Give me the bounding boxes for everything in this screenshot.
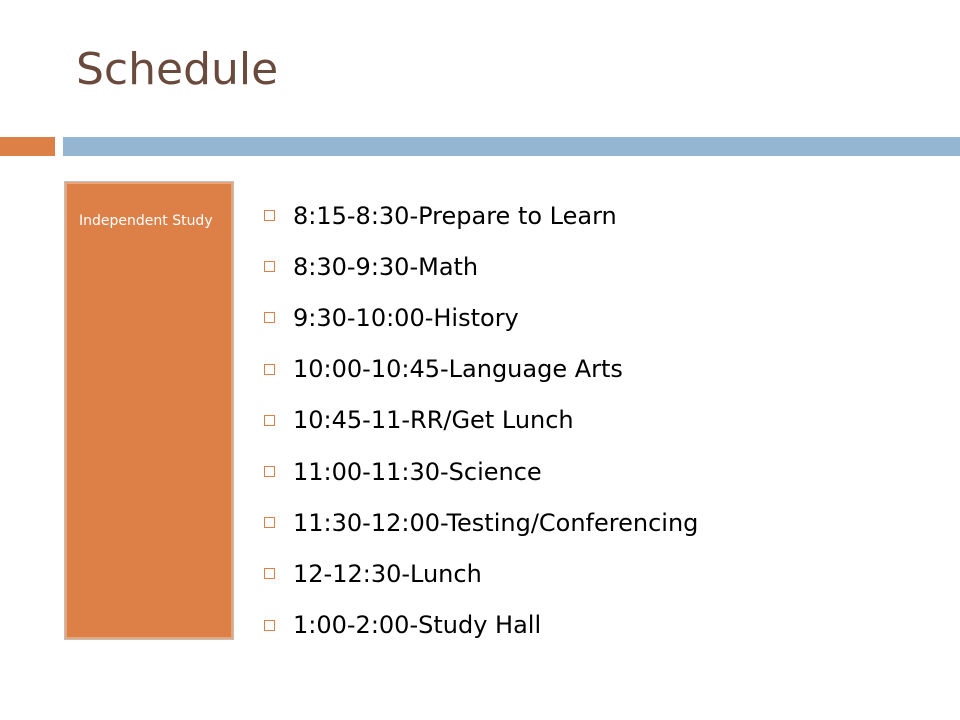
square-bullet-icon (264, 312, 275, 323)
schedule-item-text: 11:00-11:30-Science (293, 457, 542, 486)
sidebar-box (64, 181, 234, 640)
square-bullet-icon (264, 568, 275, 579)
schedule-item-text: 10:00-10:45-Language Arts (293, 355, 623, 384)
schedule-item (264, 446, 698, 497)
square-bullet-icon (264, 620, 275, 631)
schedule-item-text: 10:45-11-RR/Get Lunch (293, 406, 574, 435)
title-underline-accent-blue (63, 137, 960, 156)
square-bullet-icon (264, 261, 275, 272)
schedule-item-text: 11:30-12:00-Testing/Conferencing (293, 508, 699, 537)
slide-title: Schedule (76, 44, 279, 95)
schedule-item-text: 1:00-2:00-Study Hall (293, 611, 542, 640)
schedule-item (264, 395, 698, 446)
title-underline-accent-orange (0, 137, 55, 156)
schedule-item-text: 8:15-8:30-Prepare to Learn (293, 201, 617, 230)
square-bullet-icon (264, 364, 275, 375)
schedule-item (264, 241, 698, 292)
square-bullet-icon (264, 415, 275, 426)
square-bullet-icon (264, 466, 275, 477)
schedule-item (264, 497, 698, 548)
schedule-item (264, 600, 698, 651)
square-bullet-icon (264, 517, 275, 528)
sidebar-label: Independent Study (79, 213, 213, 229)
schedule-item (264, 190, 698, 241)
schedule-item-text: 12-12:30-Lunch (293, 559, 482, 588)
square-bullet-icon (264, 210, 275, 221)
schedule-item-text: 8:30-9:30-Math (293, 252, 479, 281)
schedule-item-text: 9:30-10:00-History (293, 303, 519, 332)
schedule-item (264, 292, 698, 343)
schedule-list (264, 190, 698, 651)
schedule-item (264, 344, 698, 395)
schedule-item (264, 548, 698, 599)
